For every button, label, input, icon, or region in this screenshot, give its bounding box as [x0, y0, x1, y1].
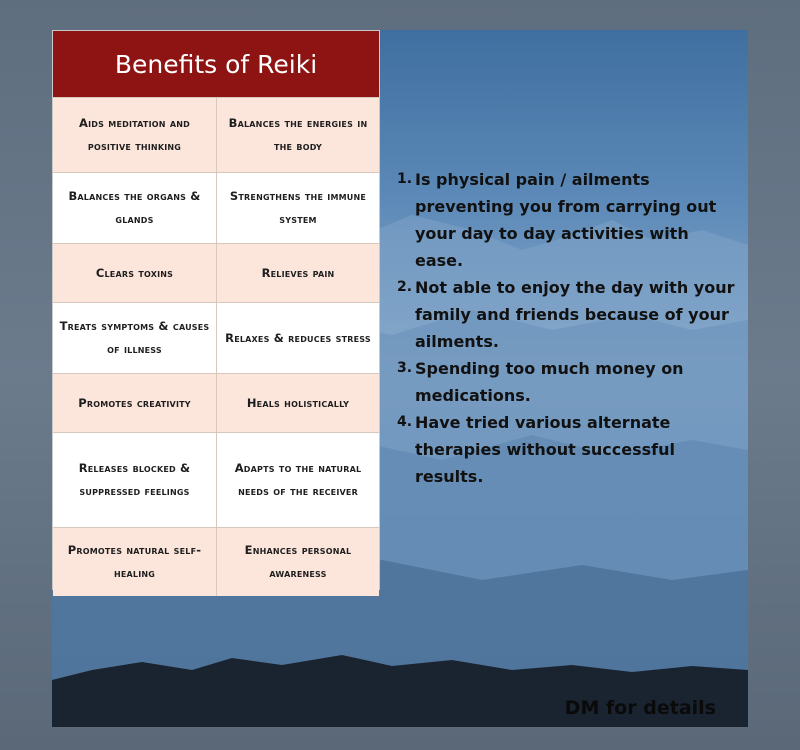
- table-title: Benefits of Reiki: [53, 31, 379, 97]
- table-row: [53, 527, 379, 596]
- list-text: Is physical pain / ailments preventing you from carrying out your day to day activities with ease.: [415, 170, 717, 270]
- table-cell: Releases blocked & suppressed feelings: [78, 461, 191, 498]
- list-text: Spending too much money on medications.: [415, 359, 684, 405]
- dm-cta-text: DM for details: [564, 697, 716, 719]
- questions-list: [397, 166, 742, 490]
- list-number: 3.: [397, 360, 413, 376]
- list-item: [397, 355, 742, 409]
- list-item: [397, 274, 742, 355]
- list-number: 2.: [397, 279, 413, 295]
- table-cell: Treats symptoms & causes of illness: [59, 319, 210, 356]
- table-cell: Promotes natural self-healing: [67, 543, 202, 580]
- table-row: [53, 432, 379, 527]
- list-item: [397, 409, 742, 490]
- table-row: [53, 97, 379, 172]
- post-card: [52, 30, 748, 727]
- table-cell: Clears toxins: [95, 265, 174, 280]
- table-row: [53, 373, 379, 432]
- benefits-table: [52, 30, 380, 590]
- table-cell: Promotes creativity: [78, 395, 191, 410]
- table-cell: Enhances personal awareness: [216, 528, 379, 596]
- table-cell: Balances the organs & glands: [68, 189, 201, 226]
- table-cell: Relieves pain: [216, 244, 379, 302]
- table-row: [53, 302, 379, 373]
- table-row: [53, 172, 379, 243]
- table-cell: Aids meditation and positive thinking: [79, 116, 190, 153]
- list-number: 4.: [397, 414, 413, 430]
- table-cell: Heals holistically: [216, 374, 379, 432]
- table-cell: Relaxes & reduces stress: [216, 303, 379, 373]
- table-row: [53, 243, 379, 302]
- table-cell: Balances the energies in the body: [216, 98, 379, 172]
- list-item: [397, 166, 742, 274]
- table-cell: Strengthens the immune system: [216, 173, 379, 243]
- list-text: Not able to enjoy the day with your family and friends because of your ailments.: [415, 278, 735, 351]
- table-cell: Adapts to the natural needs of the receiver: [216, 433, 379, 527]
- list-number: 1.: [397, 171, 413, 187]
- list-text: Have tried various alternate therapies without successful results.: [415, 413, 675, 486]
